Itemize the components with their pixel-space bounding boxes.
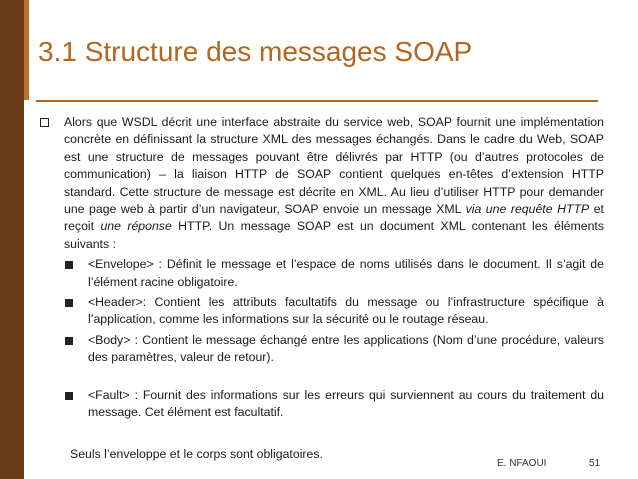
footer-page-number: 51 <box>589 458 601 469</box>
main-bullet-part1: Alors que WSDL décrit une interface abstraite du service web, SOAP fournit une implémentation concrète en définissant la structure XML des messages échangés. Dans le cadre du Web, SOAP est une structure de messages pouvant être délivrés par HTTP (ou d’autres protocoles de communication) – la liaison HTTP de SOAP contient quelques en-têtes d’extension HTTP standard. Cette structure de message est décrite en XML. Au lieu d’utiliser HTTP pour demander une page web à partir d’un navigateur, SOAP envoie un message XML <box>64 115 604 217</box>
slide-title: 3.1 Structure des messages SOAP <box>38 36 473 67</box>
sub-bullet-text: <Body> : Contient le message échangé entre les applications (Nom d’une procédure, valeurs des paramètres, valeur de retour). <box>88 332 604 365</box>
sub-bullet-text: <Header>: Contient les attributs facultatifs du message ou l’infrastructure spécifique à l’application, comme les informations sur la sécurité ou le routage réseau. <box>88 295 604 327</box>
main-bullet-italic1: via une requête HTTP <box>465 202 590 217</box>
sub-bullet-envelope <box>40 256 604 291</box>
sub-bullet-list <box>40 256 604 421</box>
hollow-square-bullet-icon <box>40 118 49 127</box>
main-bullet-text <box>64 114 604 253</box>
filled-square-bullet-icon <box>65 299 73 307</box>
main-bullet-part3: HTTP. Un message SOAP est un document XML contenant les éléments suivants : <box>64 219 604 251</box>
sub-bullet-fault <box>40 387 604 422</box>
main-bullet-italic2: une réponse <box>100 219 172 234</box>
filled-square-bullet-icon <box>65 392 73 400</box>
sub-bullet-text: <Envelope> : Définit le message et l’espace de noms utilisés dans le document. Il s’agit de l’élément racine obligatoire. <box>88 257 604 289</box>
slide-left-bar-accent <box>24 0 29 100</box>
slide-left-bar <box>0 0 24 479</box>
sub-bullet-text: <Fault> : Fournit des informations sur les erreurs qui surviennent au cours du traitement du message. Cet élément est facultatif. <box>88 387 604 420</box>
filled-square-bullet-icon <box>65 337 73 345</box>
main-bullet <box>40 114 604 253</box>
footer-author: E. NFAOUI <box>497 458 547 469</box>
sub-bullet-body <box>40 332 604 367</box>
sub-bullet-header <box>40 294 604 329</box>
closing-note: Seuls l’enveloppe et le corps sont obligatoires. <box>70 447 323 461</box>
main-bullet-part2: et reçoit <box>64 202 604 234</box>
title-rule <box>36 100 598 102</box>
filled-square-bullet-icon <box>65 261 73 269</box>
slide-content <box>40 114 604 422</box>
